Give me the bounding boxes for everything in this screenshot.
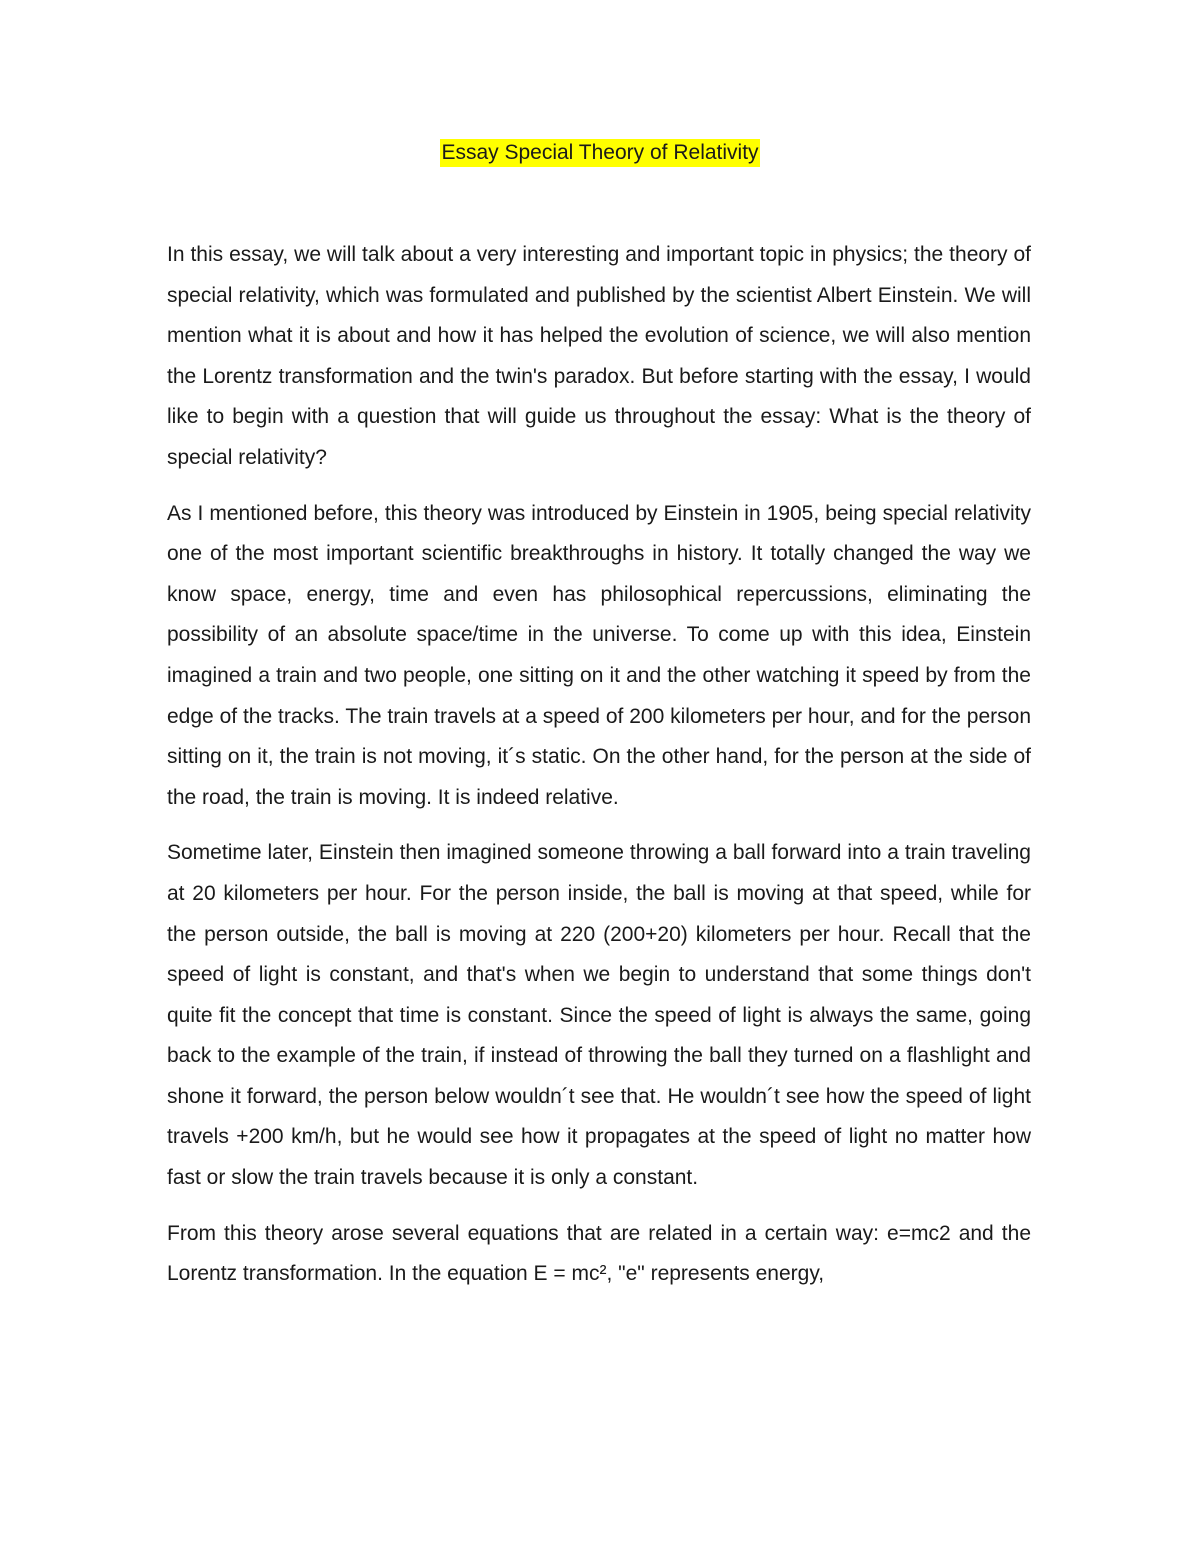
paragraph-equations: From this theory arose several equations that are related in a certain way: e=mc2 and the Lorentz transformation. In the equation E = mc², "e" represents energy, <box>167 1221 1031 1286</box>
essay-body <box>167 235 1031 1310</box>
essay-title: Essay Special Theory of Relativity <box>440 139 759 167</box>
paragraph-einstein-train: As I mentioned before, this theory was introduced by Einstein in 1905, being special relativity one of the most important scientific breakthroughs in history. It totally changed the way we know space, energy, time and even has philosophical repercussions, eliminating the possibility of an absolute space/time in the universe. To come up with this idea, Einstein imagined a train and two people, one sitting on it and the other watching it speed by from the edge of the tracks. The train travels at a speed of 200 kilometers per hour, and for the person sitting on it, the train is not moving, it´s static. On the other hand, for the person at the side of the road, the train is moving. It is indeed relative. <box>167 501 1031 809</box>
title-container <box>0 139 1200 167</box>
paragraph-intro: In this essay, we will talk about a very interesting and important topic in physics; the theory of special relativity, which was formulated and published by the scientist Albert Einstein. We will mention what it is about and how it has helped the evolution of science, we will also mention the Lorentz transformation and the twin's paradox. But before starting with the essay, I would like to begin with a question that will guide us throughout the essay: What is the theory of special relativity? <box>167 243 1031 469</box>
paragraph-ball-light: Sometime later, Einstein then imagined someone throwing a ball forward into a train traveling at 20 kilometers per hour. For the person inside, the ball is moving at that speed, while for the person outside, the ball is moving at 220 (200+20) kilometers per hour. Recall that the speed of light is constant, and that's when we begin to understand that some things don't quite fit the concept that time is constant. Since the speed of light is always the same, going back to the example of the train, if instead of throwing the ball they turned on a flashlight and shone it forward, the person below wouldn´t see that. He wouldn´t see how the speed of light travels +200 km/h, but he would see how it propagates at the speed of light no matter how fast or slow the train travels because it is only a constant. <box>167 841 1031 1190</box>
